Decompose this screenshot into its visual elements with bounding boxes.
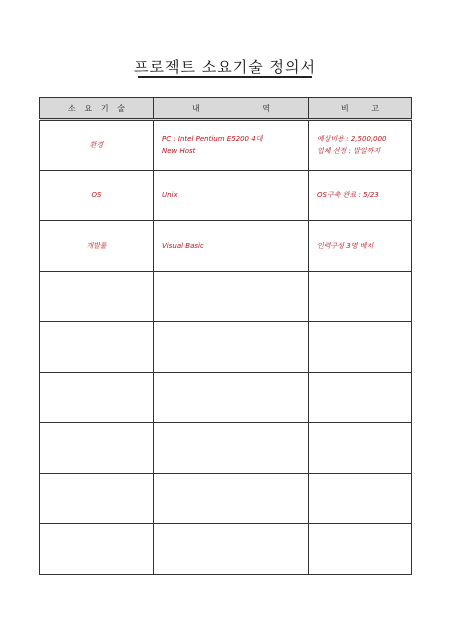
- detail-cell: [154, 423, 309, 474]
- detail-cell: Unix: [154, 170, 309, 221]
- note-cell: 예상비용 : 2,500,000 업체 선정 : 말일까지: [309, 120, 412, 171]
- skill-cell: OS: [40, 170, 154, 221]
- note-cell: [309, 473, 412, 524]
- table-header-row: [40, 98, 412, 120]
- skill-cell: [40, 372, 154, 423]
- table-row: [40, 423, 412, 474]
- table-row: [40, 170, 412, 221]
- detail-cell: [154, 524, 309, 575]
- note-cell: [309, 524, 412, 575]
- skill-cell: [40, 423, 154, 474]
- note-cell: [309, 423, 412, 474]
- note-cell: [309, 372, 412, 423]
- header-skill: 소 요 기 술: [40, 98, 154, 120]
- skill-cell: 개발툴: [40, 221, 154, 272]
- skill-cell: [40, 322, 154, 373]
- note-cell: OS구축 완료 : 5/23: [309, 170, 412, 221]
- detail-cell: [154, 372, 309, 423]
- skill-cell: [40, 473, 154, 524]
- table-row: [40, 221, 412, 272]
- note-cell: 인력구성 3명 배치: [309, 221, 412, 272]
- table-row: [40, 120, 412, 171]
- table-row: [40, 271, 412, 322]
- detail-cell: Visual Basic: [154, 221, 309, 272]
- table-row: [40, 524, 412, 575]
- header-note: 비 고: [309, 98, 412, 120]
- skill-cell: [40, 524, 154, 575]
- skill-cell: [40, 271, 154, 322]
- detail-cell: [154, 271, 309, 322]
- note-cell: [309, 271, 412, 322]
- detail-cell: [154, 473, 309, 524]
- detail-cell: [154, 322, 309, 373]
- header-detail: 내 역: [154, 98, 309, 120]
- detail-cell: PC : Intel Pentium E5200 4대 New Host: [154, 120, 309, 171]
- skills-table: [39, 97, 412, 575]
- table-row: [40, 473, 412, 524]
- document-title: 프로젝트 소요기술 정의서: [134, 58, 316, 76]
- note-cell: [309, 322, 412, 373]
- skill-cell: 환경: [40, 120, 154, 171]
- title-underline: [138, 76, 312, 78]
- table-row: [40, 372, 412, 423]
- table-row: [40, 322, 412, 373]
